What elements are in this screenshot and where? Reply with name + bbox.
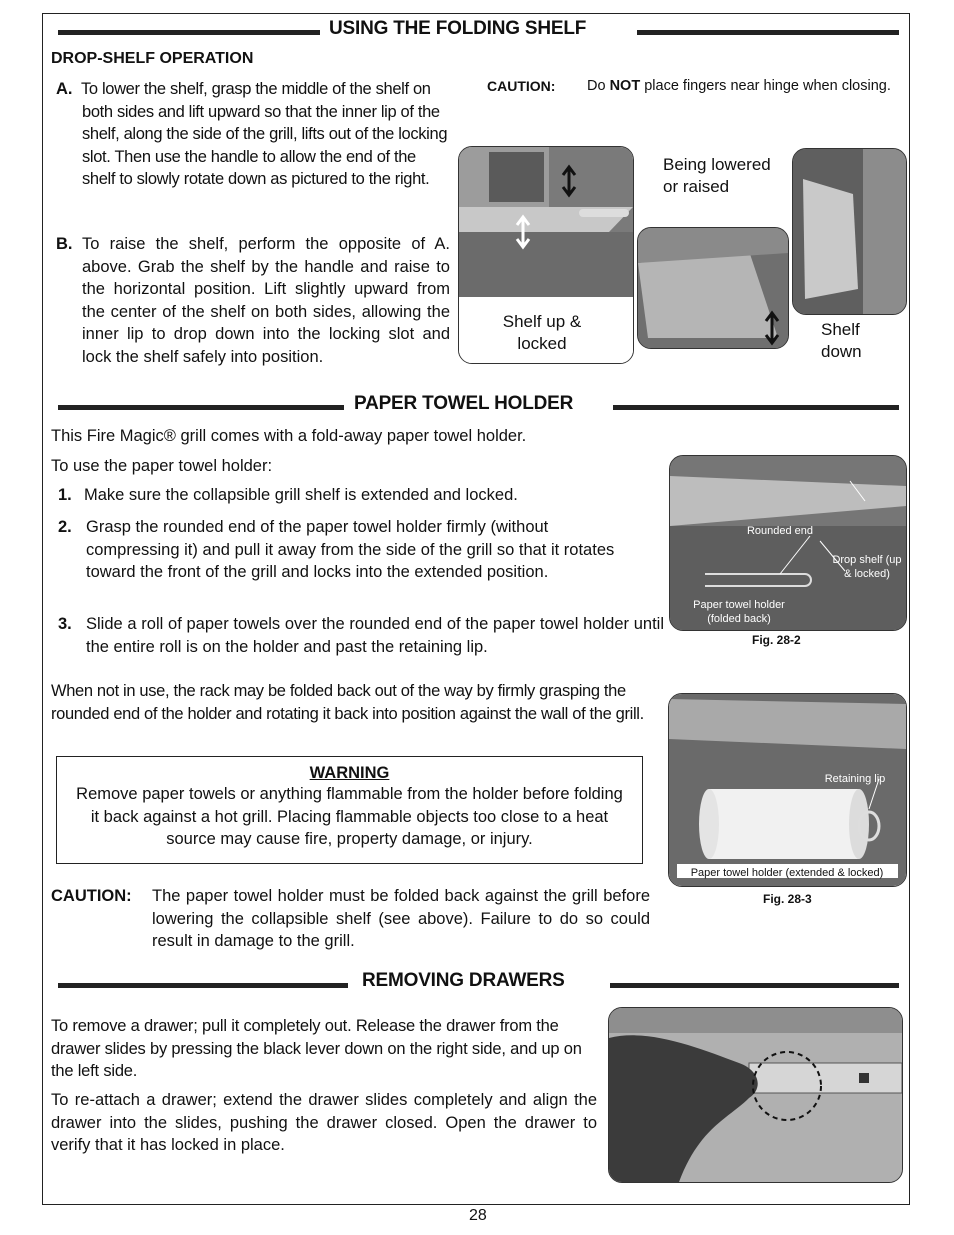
heading-rule-left	[58, 405, 344, 410]
drop-shelf-subheading: DROP-SHELF OPERATION	[51, 50, 254, 67]
heading-rule-left	[58, 30, 320, 35]
step-b-text: To raise the shelf, perform the opposite of A. above. Grab the shelf by the handle and raise to the horizontal position. Lift slightly upward from the center of the shelf on both sides, allowing the inner lip to drop down into the locking slot and lock the shelf safely into position.	[82, 235, 450, 366]
shelf-down-illustration	[793, 149, 906, 314]
page-number: 28	[469, 1207, 487, 1224]
folding-shelf-heading: USING THE FOLDING SHELF	[329, 18, 587, 39]
warning-title: WARNING	[309, 764, 390, 782]
caution-rest: place fingers near hinge when closing.	[644, 78, 891, 94]
towel-step-2-text: Grasp the rounded end of the paper towel holder firmly (without compressing it) and pull it away from the side of the grill so that it rotates toward the front of the grill and locks into the extended position.	[86, 518, 615, 581]
shelf-lowered-illustration	[638, 228, 788, 348]
fig3-retaining-lip-label: Retaining lip	[824, 773, 886, 785]
towel-caution-label: CAUTION:	[51, 887, 132, 905]
step-b-label: B.	[56, 235, 73, 253]
removing-drawers-heading: REMOVING DRAWERS	[362, 970, 565, 991]
step-a-label: A.	[56, 80, 73, 98]
warning-text: Remove paper towels or anything flammable from the holder before folding it back against a hot grill. Placing flammable objects too close to a heat source may cause fire, property damage, or injury.	[76, 785, 623, 848]
heading-rule-right	[637, 30, 899, 35]
towel-step-1-num: 1.	[58, 486, 72, 504]
fig-28-2-caption: Fig. 28-2	[752, 633, 801, 647]
towel-step-2-num: 2.	[58, 518, 72, 536]
towel-to-use: To use the paper towel holder:	[51, 457, 273, 475]
being-lowered-label: Being lowered or raised	[663, 155, 771, 196]
caution-do: Do	[587, 78, 606, 94]
towel-step-3-num: 3.	[58, 615, 72, 633]
heading-rule-left	[58, 983, 348, 988]
towel-step-3-text: Slide a roll of paper towels over the rounded end of the paper towel holder until the entire roll is on the holder and past the retaining lip.	[86, 615, 664, 656]
shelf-caution-text	[587, 78, 899, 94]
drawer-photo	[608, 1007, 903, 1183]
towel-step-1-text: Make sure the collapsible grill shelf is extended and locked.	[84, 486, 518, 504]
fig-28-3-caption: Fig. 28-3	[763, 892, 812, 906]
heading-rule-right	[613, 405, 899, 410]
shelf-up-label: Shelf up & locked	[502, 312, 582, 353]
caution-not: NOT	[609, 78, 641, 94]
paper-towel-heading: PAPER TOWEL HOLDER	[354, 393, 574, 414]
fig2-drop-shelf-label: Drop shelf (up & locked)	[832, 554, 902, 580]
warning-box	[56, 756, 643, 864]
fig-28-3-photo	[668, 693, 907, 887]
step-a-text: To lower the shelf, grasp the middle of the shelf on both sides and lift upward so that the inner lip of the shelf, along the side of the grill, lifts out of the locking slot. Then use the handle to allow the end of the shelf to slowly rotate down as pictured to the right.	[81, 80, 448, 188]
fig2-rounded-end-label: Rounded end	[746, 525, 814, 537]
shelf-down-photo	[792, 148, 907, 315]
drawer-illustration	[609, 1008, 902, 1182]
fig-28-3-illustration	[669, 694, 906, 886]
shelf-down-label: Shelf down	[821, 320, 862, 361]
fig2-holder-folded-label: Paper towel holder (folded back)	[693, 599, 785, 625]
fold-back-text: When not in use, the rack may be folded back out of the way by firmly grasping the rounded end of the holder and rotating it back into position against the wall of the grill.	[51, 682, 644, 723]
fig3-holder-extended-label: Paper towel holder (extended & locked)	[690, 867, 884, 879]
shelf-lowered-photo	[637, 227, 789, 349]
shelf-caution-label: CAUTION:	[487, 78, 556, 94]
drawer-remove-text: To remove a drawer; pull it completely out. Release the drawer from the drawer slides by pressing the black lever down on the right side, and up on the left side.	[51, 1017, 582, 1080]
towel-caution-text: The paper towel holder must be folded back against the grill before lowering the collapsible shelf (see above). Failure to do so could result in damage to the grill.	[152, 887, 650, 950]
drawer-reattach-text: To re-attach a drawer; extend the drawer slides completely and align the drawer into the slides, pushing the drawer closed. Open the drawer to verify that it has locked in place.	[51, 1091, 597, 1154]
towel-intro: This Fire Magic® grill comes with a fold-away paper towel holder.	[51, 427, 527, 445]
heading-rule-right	[610, 983, 899, 988]
